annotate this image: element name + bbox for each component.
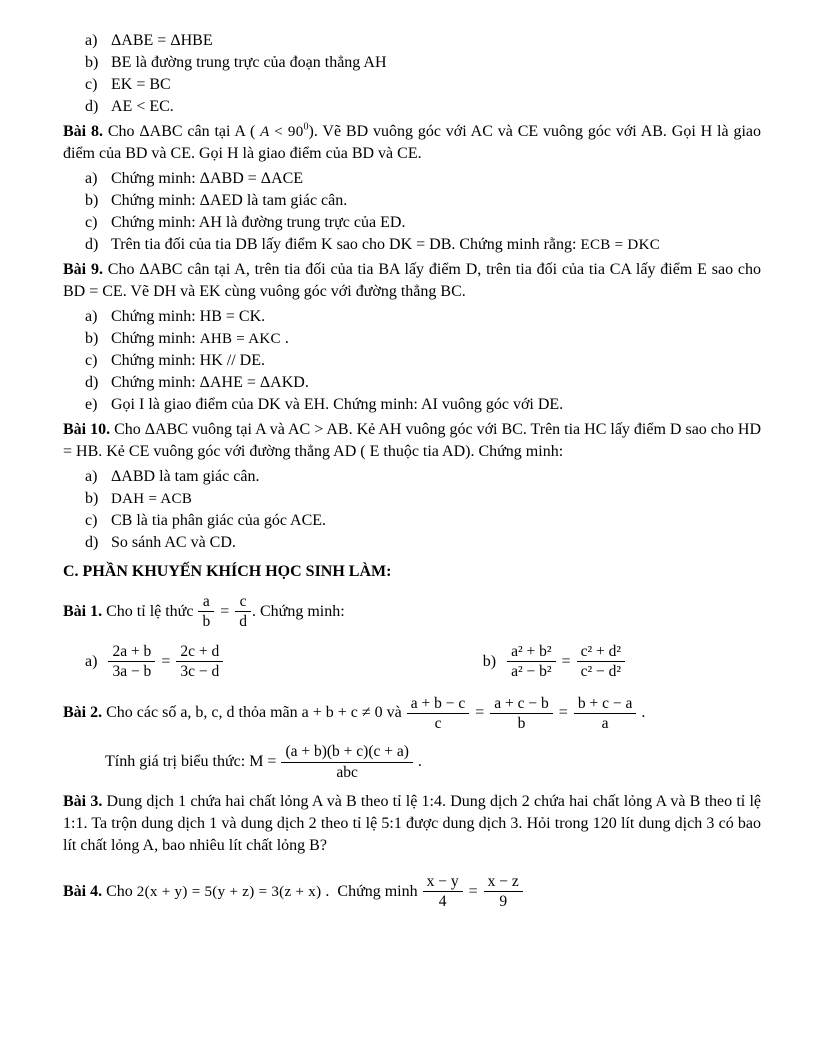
list-item: [63, 394, 761, 416]
item-marker: a): [85, 468, 98, 485]
list-item: [63, 96, 761, 118]
item-text: [111, 234, 761, 256]
exercise-9-statement: [63, 259, 761, 303]
denominator: c: [434, 714, 442, 732]
exercise-label: Bài 9.: [63, 261, 103, 278]
section-c-heading: C. PHẦN KHUYẾN KHÍCH HỌC SINH LÀM:: [63, 563, 392, 580]
relation-text: < 90: [269, 124, 304, 140]
item-marker: a): [85, 308, 98, 325]
exercise-2-statement: [63, 691, 761, 737]
denominator: d: [239, 613, 247, 631]
exercise-8-items: [63, 168, 761, 256]
denominator: 3c − d: [180, 663, 220, 681]
angle-equation: AHB = AKC: [199, 331, 281, 347]
fraction: [198, 592, 214, 632]
equals-sign: =: [468, 882, 478, 900]
denominator: 3a − b: [112, 663, 152, 681]
numerator: (a + b)(b + c)(c + a): [281, 742, 412, 762]
numerator: 2a + b: [108, 642, 155, 662]
numerator: a: [198, 592, 214, 612]
fraction: [176, 642, 223, 682]
equals-sign: =: [558, 704, 568, 722]
list-item: [63, 168, 761, 190]
statement-text: Cho ΔABC vuông tại A và AC > AB. Kẻ AH vuông góc với BC. Trên tia HC lấy điểm D sao cho HD = HB. Kẻ CE vuông góc với đường thẳng AD ( E thuộc tia AD). Chứng minh:: [63, 421, 762, 460]
exercise-label: Bài 10.: [63, 421, 111, 438]
equals-sign: =: [220, 602, 230, 620]
item-text: So sánh AC và CD.: [111, 534, 236, 551]
fraction: [507, 642, 555, 682]
item-marker: a): [85, 32, 98, 49]
equals-sign: =: [475, 704, 485, 722]
list-item: [63, 190, 761, 212]
denominator: 9: [499, 893, 508, 911]
expression-lead: Tính giá trị biểu thức: M =: [105, 753, 281, 771]
list-item: [63, 466, 761, 488]
item-marker: b): [85, 330, 99, 347]
fraction: [484, 872, 523, 912]
denominator: a² − b²: [511, 663, 552, 681]
item-text: Gọi I là giao điểm của DK và EH. Chứng minh: AI vuông góc với DE.: [111, 396, 564, 413]
item-text: ΔABD là tam giác cân.: [111, 468, 260, 485]
item-marker: b): [85, 54, 99, 71]
numerator: a + b − c: [407, 694, 470, 714]
fraction: [407, 694, 470, 734]
item-marker: d): [85, 534, 99, 551]
part-b: [483, 639, 626, 685]
exercise-3-statement: [63, 791, 761, 857]
fraction: [490, 694, 553, 734]
item-text: Chứng minh: ΔAED là tam giác cân.: [111, 192, 348, 209]
numerator: a² + b²: [507, 642, 555, 662]
item-text: ΔABE = ΔHBE: [111, 32, 213, 49]
exercise-10-items: [63, 466, 761, 554]
statement-text: Cho: [102, 882, 137, 900]
statement-text: Cho ΔABC cân tại A (: [102, 123, 261, 140]
item-text: Chứng minh: AH là đường trung trực của ED.: [111, 214, 406, 231]
list-item: [63, 328, 761, 350]
numerator: c² + d²: [577, 642, 625, 662]
angle-equation: DAH = ACB: [111, 491, 193, 507]
item-text-part: Chứng minh:: [111, 330, 200, 347]
item-text: [111, 328, 761, 350]
item-text: AE < EC.: [111, 98, 174, 115]
list-item: [63, 510, 761, 532]
list-item: [63, 30, 761, 52]
statement-text: .: [637, 704, 646, 722]
denominator: b: [202, 613, 211, 631]
expression-tail: .: [413, 753, 422, 771]
degree-exponent: 0: [303, 121, 309, 133]
numerator: 2c + d: [176, 642, 223, 662]
denominator: abc: [336, 763, 358, 781]
equation-text: 2(x + y) = 5(y + z) = 3(z + x): [136, 883, 322, 900]
item-text: Chứng minh: HB = CK.: [111, 308, 266, 325]
item-text-part: .: [280, 330, 289, 347]
fraction: [108, 642, 155, 682]
statement-text: ). Vẽ BD vuông góc với AC và CE vuông góc với AB. Gọi H là giao điểm của BD và CE. Gọi H là giao điểm của BD và CE.: [63, 123, 762, 162]
list-item: [63, 234, 761, 256]
part-a: [85, 639, 224, 685]
numerator: a + c − b: [490, 694, 553, 714]
item-marker: d): [85, 98, 99, 115]
item-marker: b): [482, 652, 497, 670]
item-marker: a): [85, 170, 98, 187]
numerator: b + c − a: [574, 694, 637, 714]
exercise-label: Bài 2.: [63, 704, 103, 722]
list-item: [63, 532, 761, 554]
exercise-label: Bài 8.: [63, 123, 103, 140]
numerator: c: [235, 592, 251, 612]
statement-text: Cho tỉ lệ thức: [102, 602, 198, 620]
statement-text: . Chứng minh: [321, 882, 422, 900]
list-item: [63, 306, 761, 328]
exercise-8-statement: [63, 121, 761, 165]
exercise-9-items: [63, 306, 761, 416]
angle-variable: A: [260, 124, 270, 140]
denominator: 4: [438, 893, 447, 911]
list-item: [63, 350, 761, 372]
exercise-label: Bài 3.: [63, 793, 103, 810]
item-marker: e): [85, 396, 98, 413]
list-item: [63, 52, 761, 74]
statement-text: Cho ΔABC cân tại A, trên tia đối của tia BA lấy điểm D, trên tia đối của tia CA lấy điểm E sao cho BD = CE. Vẽ DH và EK cùng vuông góc với đường thẳng BC.: [63, 261, 761, 300]
item-text: [111, 488, 761, 510]
item-text: CB là tia phân giác của góc ACE.: [111, 512, 327, 529]
item-text: Chứng minh: ΔABD = ΔACE: [111, 170, 304, 187]
item-text: Chứng minh: ΔAHE = ΔAKD.: [111, 374, 309, 391]
item-marker: b): [85, 192, 99, 209]
fraction: [574, 694, 637, 734]
equals-sign: =: [161, 652, 171, 670]
angle-equation: ECB = DKC: [580, 237, 661, 253]
item-marker: a): [85, 652, 98, 670]
exercise-7-items: [63, 30, 761, 118]
fraction: [281, 742, 412, 782]
list-item: [63, 74, 761, 96]
item-text: EK = BC: [111, 76, 171, 93]
denominator: b: [517, 714, 526, 732]
exercise-1-parts: [63, 639, 761, 685]
statement-text: . Chứng minh:: [251, 602, 345, 620]
list-item: [63, 212, 761, 234]
exercise-1-statement: [63, 589, 761, 635]
item-text-part: Trên tia đối của tia DB lấy điểm K sao cho DK = DB. Chứng minh rằng:: [111, 236, 581, 253]
item-marker: c): [85, 214, 98, 231]
denominator: c² − d²: [580, 663, 621, 681]
fraction: [423, 872, 463, 912]
list-item: [63, 488, 761, 510]
exercise-4-statement: [63, 869, 761, 915]
equals-sign: =: [561, 652, 571, 670]
item-marker: c): [85, 352, 98, 369]
list-item: [63, 372, 761, 394]
item-text: BE là đường trung trực của đoạn thẳng AH: [111, 54, 387, 71]
item-text: Chứng minh: HK // DE.: [111, 352, 266, 369]
exercise-2-expression: [63, 739, 761, 785]
fraction: [235, 592, 251, 632]
denominator: a: [601, 714, 609, 732]
fraction: [577, 642, 625, 682]
item-marker: c): [85, 512, 98, 529]
exercise-10-statement: [63, 419, 761, 463]
exercise-label: Bài 4.: [63, 882, 103, 900]
exercise-label: Bài 1.: [63, 602, 103, 620]
statement-text: Cho các số a, b, c, d thỏa mãn a + b + c ≠ 0 và: [102, 704, 406, 722]
item-marker: d): [85, 236, 99, 253]
item-marker: b): [85, 490, 99, 507]
numerator: x − y: [423, 872, 463, 892]
item-marker: c): [85, 76, 98, 93]
numerator: x − z: [484, 872, 523, 892]
statement-text: Dung dịch 1 chứa hai chất lỏng A và B theo tỉ lệ 1:4. Dung dịch 2 chứa hai chất lỏng A và B theo tỉ lệ 1:1. Ta trộn dung dịch 1 và dung dịch 2 theo tỉ lệ 5:1 được dung dịch 3. Hỏi trong 120 lít dung dịch 3 có bao lít chất lỏng A, bao nhiêu lít chất lỏng B?: [63, 793, 761, 854]
item-marker: d): [85, 374, 99, 391]
